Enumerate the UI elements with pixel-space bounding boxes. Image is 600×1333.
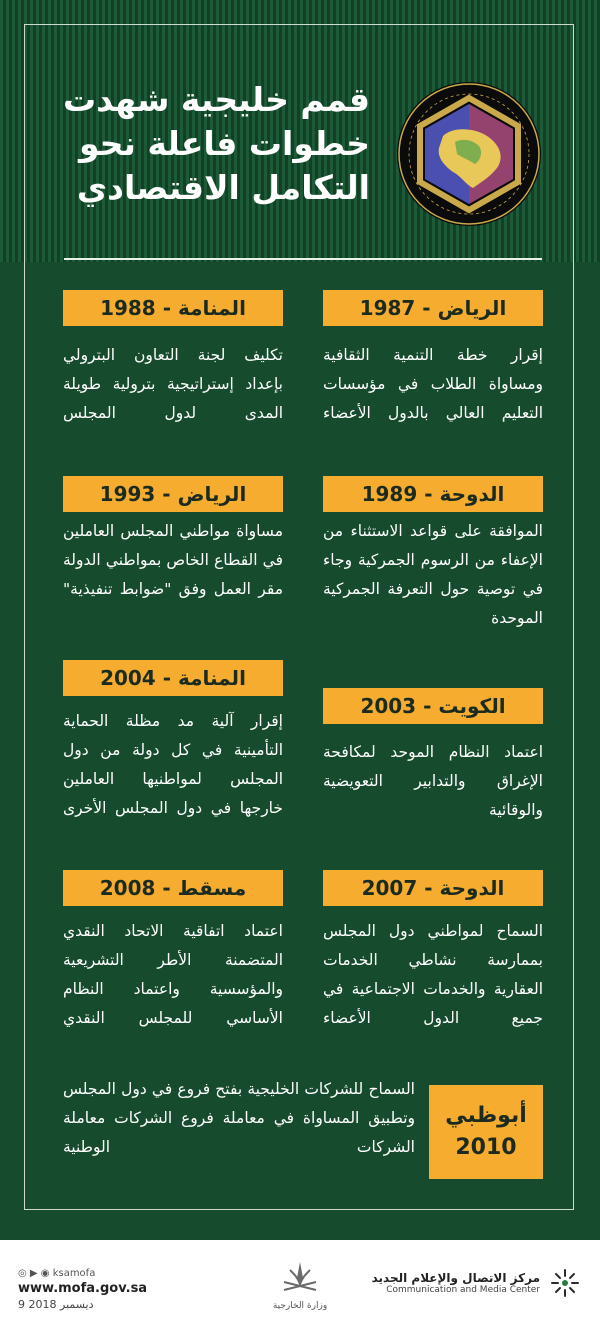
page-title (50, 78, 370, 210)
title-line-2: خطوات فاعلة نحو (79, 124, 370, 163)
ministry-logo-text: وزارة الخارجية (272, 1301, 328, 1311)
summit-text-riyadh-1993: مساواة مواطني المجلس العاملين في القطاع الخاص بمواطني الدولة مقر العمل وفق "ضوابط تنفيذية" (63, 522, 283, 598)
media-center-logo-icon (548, 1266, 582, 1300)
social-handle[interactable] (18, 1268, 147, 1279)
summit-tag-manama-2004: المنامة - 2004 (63, 660, 283, 696)
title-line-1: قمم خليجية شهدت (62, 80, 370, 119)
summit-tag-riyadh-1993: الرياض - 1993 (63, 476, 283, 512)
summit-text-riyadh-1987: إقرار خطة التنمية الثقافية ومساواة الطلاب في مؤسسات التعليم العالي بالدول الأعضاء (323, 346, 543, 422)
summit-text-abudhabi-2010: السماح للشركات الخليجية بفتح فروع في دول المجلس وتطبيق المساواة في معاملة فروع الشركات معاملة الشركات الوطنية (63, 1080, 415, 1156)
footer (0, 1240, 600, 1333)
title-divider (64, 258, 542, 260)
summit-tag-muscat-2008: مسقط - 2008 (63, 870, 283, 906)
summit-text-doha-1989: الموافقة على قواعد الاستثناء من الإعفاء من الرسوم الجمركية وجاء في توصية حول التعرفة الجمركية الموحدة (323, 522, 543, 627)
summit-text-muscat-2008: اعتماد اتفاقية الاتحاد النقدي المتضمنة الأطر التشريعية والمؤسسية واعتماد النظام الأساسي للمجلس النقدي (63, 922, 283, 1027)
media-center-brand (372, 1266, 582, 1300)
summit-tag-manama-1988: المنامة - 1988 (63, 290, 283, 326)
summit-tag-doha-1989: الدوحة - 1989 (323, 476, 543, 512)
final-tag-city: أبوظبي (445, 1103, 527, 1128)
social-icons: ◎ ▶ ◉ (18, 1268, 53, 1279)
summit-tag-doha-2007: الدوحة - 2007 (323, 870, 543, 906)
publish-date: 9 ديسمبر 2018 (18, 1298, 94, 1311)
social-handle-text: ksamofa (52, 1268, 96, 1279)
gcc-seal-icon (395, 80, 543, 228)
final-tag-year: 2010 (455, 1135, 517, 1160)
center-name-en: Communication and Media Center (386, 1285, 540, 1295)
ministry-logo-icon (268, 1256, 332, 1320)
summit-text-kuwait-2003: اعتماد النظام الموحد لمكافحة الإغراق والتدابير التعويضية والوقائية (323, 743, 543, 819)
summit-text-manama-2004: إقرار آلية مد مظلة الحماية التأمينية في كل دولة من دول المجلس لمواطنيها العاملين خارجها في دول المجلس الأخرى (63, 712, 283, 817)
title-line-3: التكامل الاقتصادي (76, 168, 370, 207)
footer-contact (18, 1268, 147, 1311)
center-name-ar: مركز الاتصال والإعلام الجديد (371, 1271, 540, 1285)
summit-tag-abudhabi-2010 (429, 1085, 543, 1179)
summit-text-manama-1988: تكليف لجنة التعاون البترولي بإعداد إستراتيجية بترولية طويلة المدى لدول المجلس (63, 346, 283, 422)
summit-tag-riyadh-1987: الرياض - 1987 (323, 290, 543, 326)
summit-tag-kuwait-2003: الكويت - 2003 (323, 688, 543, 724)
summit-text-doha-2007: السماح لمواطني دول المجلس بممارسة نشاطي الخدمات العقارية والخدمات الاجتماعية في جميع الدول الأعضاء (323, 922, 543, 1027)
website-link[interactable]: www.mofa.gov.sa (18, 1281, 148, 1296)
